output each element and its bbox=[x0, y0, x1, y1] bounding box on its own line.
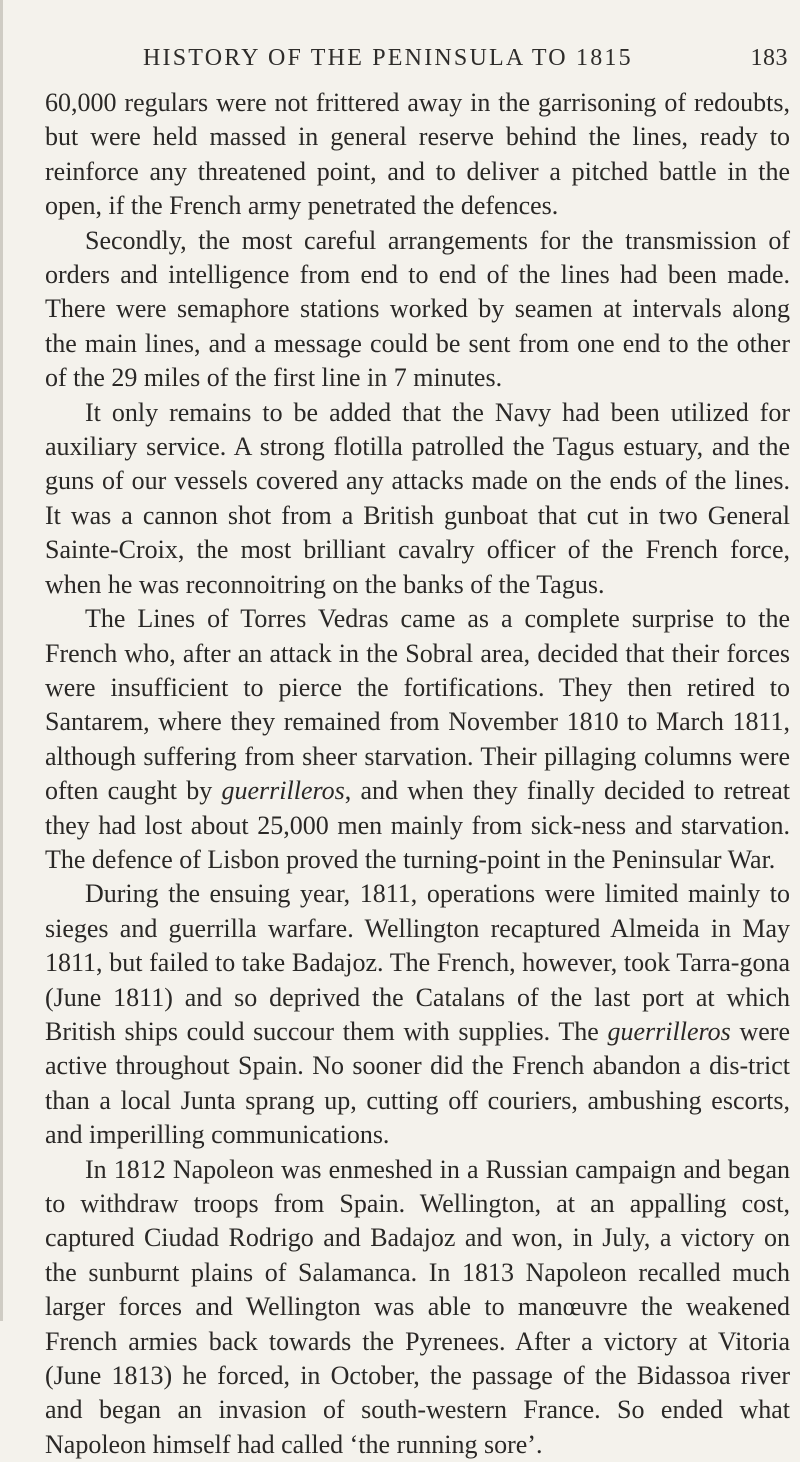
paragraph-text: , and when they finally decided to retreat they had lost about 25,000 men mainly from sick-ness and starvation. The defence of Lisbon proved the turning-point in the Peninsular War. bbox=[45, 776, 790, 874]
paragraph-text: were active throughout Spain. No sooner did the French abandon a dis-trict than a local Junta sprang up, cutting off couriers, ambushing escorts, and imperilling communications. bbox=[45, 1016, 790, 1150]
italic-term: guerrilleros bbox=[607, 1016, 731, 1046]
running-head-title: HISTORY OF THE PENINSULA TO 1815 bbox=[143, 45, 633, 71]
paragraph-3 bbox=[45, 396, 790, 602]
paragraph-text: It only remains to be added that the Navy had been utilized for auxiliary service. A strong flotilla patrolled the Tagus estuary, and the guns of our vessels covered any attacks made on the ends of the lines. It was a cannon shot from a British gunboat that cut in two General Sainte-Croix, the most brilliant cavalry officer of the French force, when he was reconnoitring on the banks of the Tagus. bbox=[45, 397, 790, 599]
paragraph-1 bbox=[45, 86, 790, 224]
italic-term: guerrilleros bbox=[221, 776, 345, 806]
paragraph-text: During the ensuing year, 1811, operations were limited mainly to sieges and guerrilla warfare. Wellington recaptured Almeida in May 1811, but failed to take Badajoz. The French, however, took Tarra-gona (June 1811) and so deprived the Catalans of the last port at which British ships could succour them with supplies. The bbox=[45, 879, 790, 1046]
paragraph-text: Secondly, the most careful arrangements for the transmission of orders and intelligence from end to end of the lines had been made. There were semaphore stations worked by seamen at intervals along the main lines, and a message could be sent from one end to the other of the 29 miles of the first line in 7 minutes. bbox=[45, 225, 790, 393]
paragraph-5 bbox=[45, 877, 790, 1152]
paragraph-text: In 1812 Napoleon was enmeshed in a Russian campaign and began to withdraw troops from Spain. Wellington, at an appalling cost, captured Ciudad Rodrigo and Badajoz and won, in July, a victory on the sunburnt plains of Salamanca. In 1813 Napoleon recalled much larger forces and Wellington was able to manœuvre the weakened French armies back towards the Pyrenees. After a victory at Vitoria (June 1813) he forced, in October, the passage of the Bidassoa river and began an invasion of south-western France. So ended what Napoleon himself had called ‘the running sore’. bbox=[45, 1154, 790, 1459]
page-edge-shadow bbox=[0, 0, 3, 1321]
paragraph-2 bbox=[45, 224, 790, 396]
paragraph-text: The Lines of Torres Vedras came as a complete surprise to the French who, after an attack in the Sobral area, decided that their forces were insufficient to pierce the fortifications. They then retired to Santarem, where they remained from November 1810 to March 1811, although suffering from sheer starvation. Their pillaging columns were often caught by bbox=[45, 604, 790, 806]
page-number: 183 bbox=[750, 45, 788, 71]
paragraph-4 bbox=[45, 602, 790, 877]
paragraph-text: 60,000 regulars were not frittered away in the garrisoning of redoubts, but were held massed in general reserve behind the lines, ready to reinforce any threatened point, and to deliver a pitched battle in the open, if the French army penetrated the defences. bbox=[45, 88, 790, 221]
running-head bbox=[143, 45, 788, 85]
body-text bbox=[45, 86, 790, 1462]
paragraph-6 bbox=[45, 1153, 790, 1462]
